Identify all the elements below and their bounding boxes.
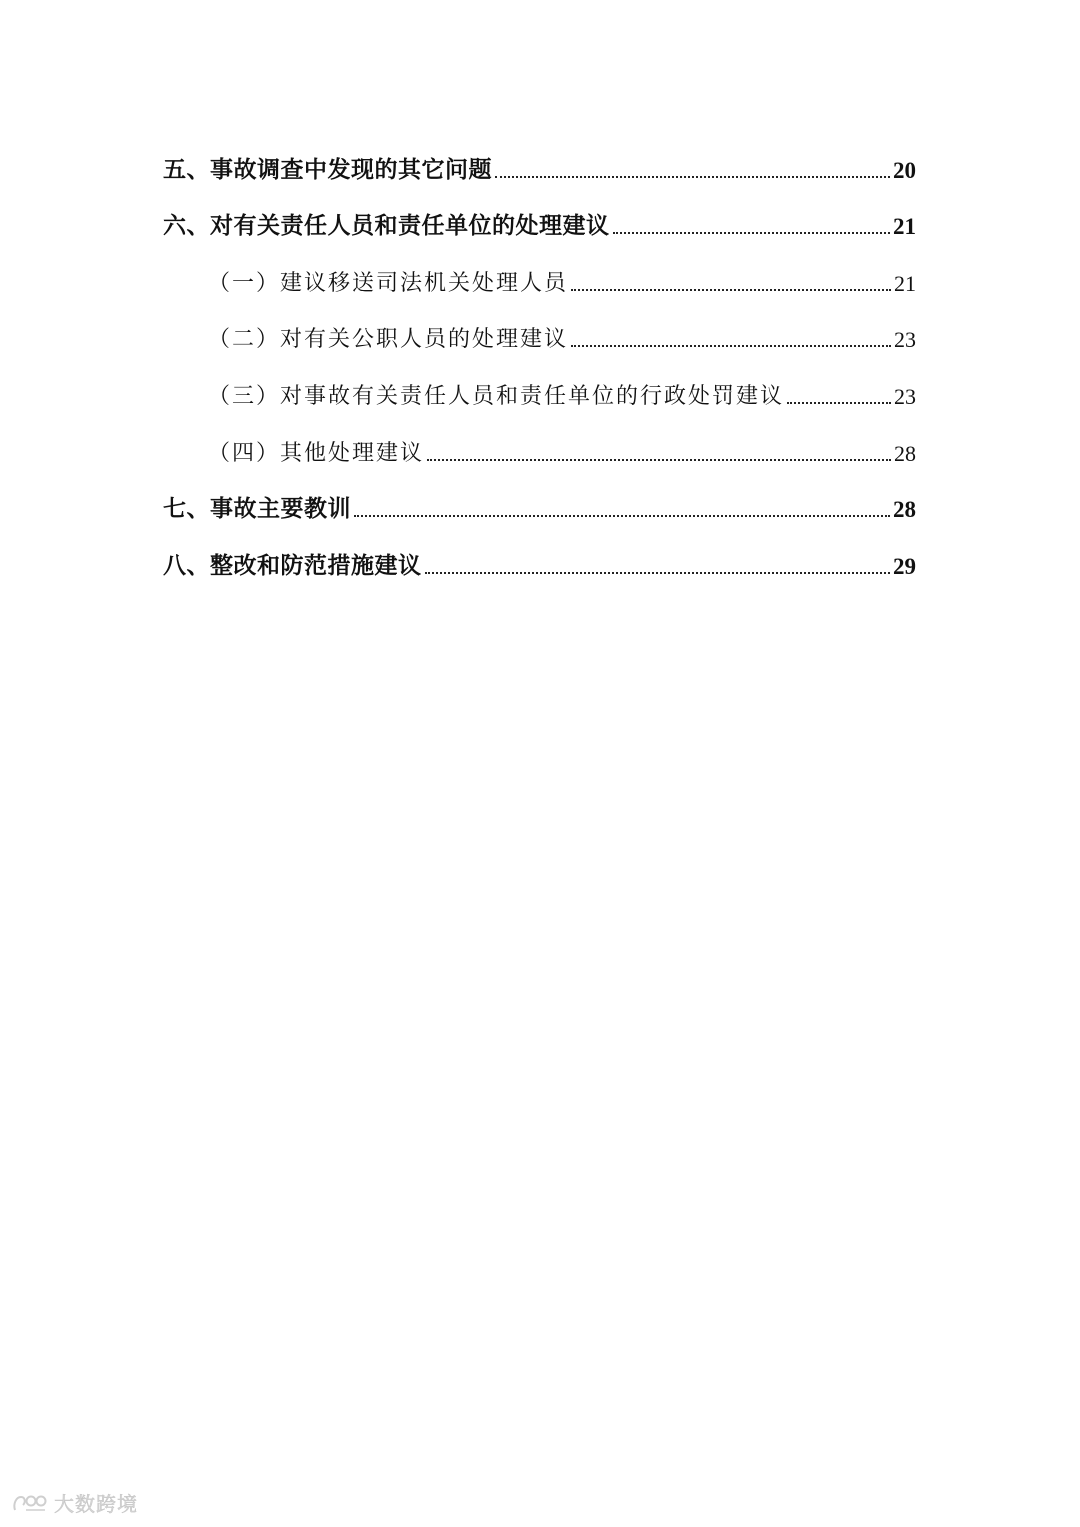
- toc-page-number: 29: [893, 553, 916, 579]
- toc-entry[interactable]: [163, 136, 916, 193]
- toc-subentry-title: （二）对有关公职人员的处理建议: [208, 327, 569, 353]
- toc-dot-leader: [495, 176, 890, 178]
- toc-dot-leader: [571, 289, 891, 291]
- toc-dot-leader: [571, 345, 891, 347]
- toc-dot-leader: [427, 459, 891, 461]
- toc-subentry-title: （三）对事故有关责任人员和责任单位的行政处罚建议: [208, 383, 785, 409]
- toc-entry-title: 七、事故主要教训: [163, 495, 351, 523]
- toc-dot-leader: [354, 515, 890, 517]
- toc-page-number: 21: [893, 214, 916, 240]
- toc-page-number: 23: [894, 327, 916, 353]
- toc-dot-leader: [425, 572, 891, 574]
- toc-subentry[interactable]: [163, 249, 916, 306]
- toc-subentry-title: （四）其他处理建议: [208, 440, 425, 466]
- watermark-text: 大数跨境: [54, 1492, 138, 1516]
- watermark-logo-icon: [12, 1492, 50, 1514]
- table-of-contents: [163, 136, 916, 589]
- toc-page-number: 28: [894, 440, 916, 466]
- toc-entry[interactable]: [163, 532, 916, 589]
- toc-subentry-title: （一）建议移送司法机关处理人员: [208, 270, 569, 296]
- toc-entry-title: 五、事故调查中发现的其它问题: [163, 155, 492, 183]
- toc-subentry[interactable]: [163, 306, 916, 363]
- toc-page-number: 21: [894, 270, 916, 296]
- toc-page-number: 28: [893, 497, 916, 523]
- toc-page-number: 23: [894, 383, 916, 409]
- toc-dot-leader: [613, 232, 891, 234]
- toc-dot-leader: [787, 402, 891, 404]
- toc-entry-title: 六、对有关责任人员和责任单位的处理建议: [163, 212, 610, 240]
- toc-entry[interactable]: [163, 193, 916, 250]
- toc-entry[interactable]: [163, 476, 916, 533]
- toc-entry-title: 八、整改和防范措施建议: [163, 551, 422, 579]
- toc-subentry[interactable]: [163, 362, 916, 419]
- toc-page-number: 20: [893, 157, 916, 183]
- watermark: [12, 1488, 138, 1517]
- toc-subentry[interactable]: [163, 419, 916, 476]
